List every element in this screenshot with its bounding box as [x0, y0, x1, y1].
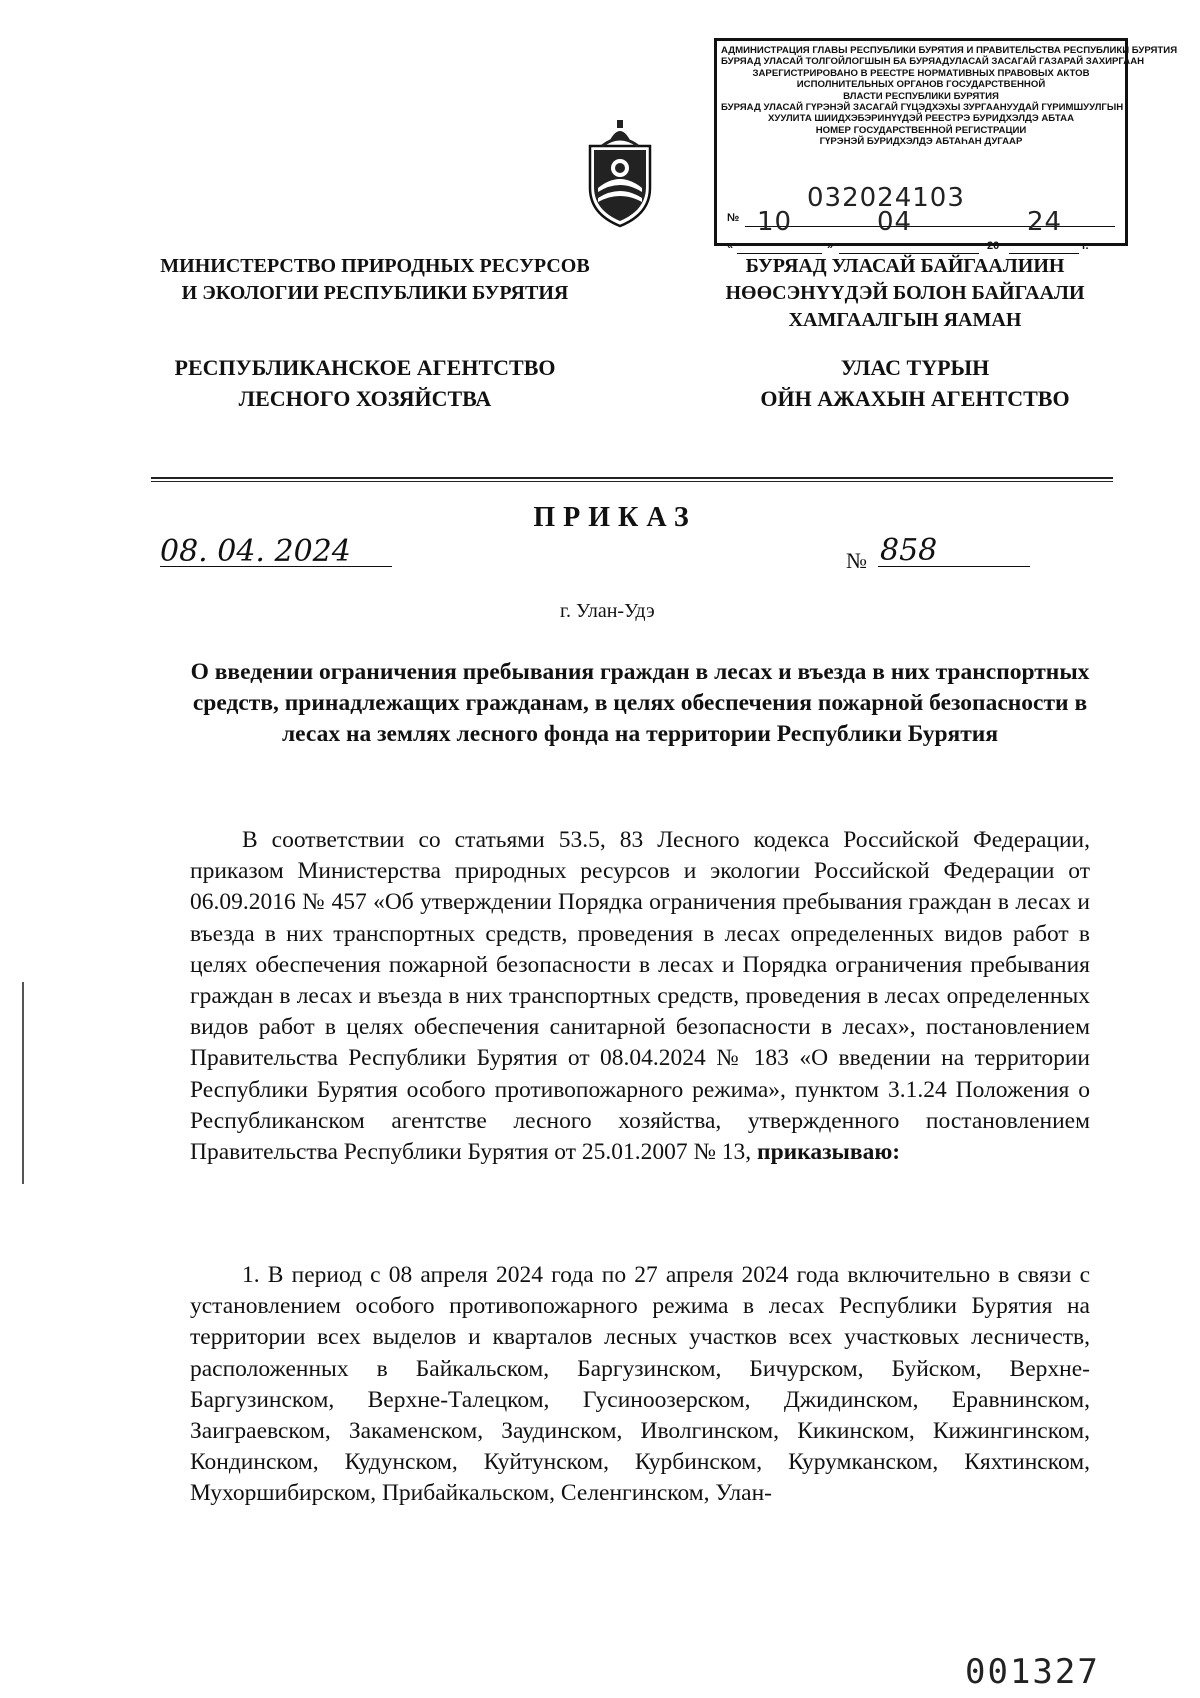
- preamble-paragraph: [190, 825, 1090, 1168]
- handwritten-order-number: 858: [880, 533, 938, 568]
- stamp-date-day: 10: [757, 207, 793, 237]
- order-directive: приказываю:: [757, 1139, 901, 1166]
- ministry-line: ХАМГААЛГЫН ЯАМАН: [788, 309, 1022, 331]
- document-title: ПРИКАЗ: [533, 502, 697, 533]
- stamp-date-year: 24: [1027, 207, 1063, 237]
- agency-line: ЛЕСНОГО ХОЗЯЙСТВА: [238, 386, 492, 411]
- coat-of-arms-emblem: [584, 118, 656, 230]
- agency-line: ОЙН АЖАХЫН АГЕНТСТВО: [760, 386, 1070, 411]
- stamp-line: ИСПОЛНИТЕЛЬНЫХ ОРГАНОВ ГОСУДАРСТВЕННОЙ: [796, 79, 1046, 91]
- handwritten-date: 08. 04. 2024: [160, 534, 351, 569]
- agency-line: УЛАС ТҮРЫН: [840, 355, 990, 380]
- stamp-line: ХУУЛИТА ШИИДХЭБЭРИНҮҮДЭЙ РЕЕСТРЭ БУРИДХЭЛДЭ АБТАА: [767, 113, 1075, 125]
- stamp-date-close: »: [827, 240, 834, 252]
- stamp-line: ВЛАСТИ РЕСПУБЛИКИ БУРЯТИЯ: [843, 90, 999, 102]
- stamp-line: ГҮРЭНЭЙ БУРИДХЭЛДЭ АБТАҺАН ДУГААР: [819, 136, 1023, 148]
- ministry-line: НӨӨСЭНҮҮДЭЙ БОЛОН БАЙГААЛИ: [725, 282, 1085, 304]
- agency-name-buryat: [720, 352, 1110, 414]
- city: г. Улан-Удэ: [560, 600, 655, 622]
- order-number-label: №: [846, 548, 867, 573]
- stamp-date-year-prefix: 20: [987, 240, 1000, 252]
- stamp-registration-number: 032024103: [807, 183, 965, 213]
- date-underline: [160, 566, 392, 567]
- clause-1-paragraph: 1. В период с 08 апреля 2024 года по 27 апреля 2024 года включительно в связи с установлением особого противопожарного режима в лесах Республики Бурятия на территории всех выделов и кварталов лесных участков всех участковых лесничеств, расположенных в Байкальском, Баргузинском, Бичурском, Буйском, Верхне-Баргузинском, Верхне-Талецком, Гусиноозерском, Джидинском, Еравнинском, Заиграевском, Закаменском, Заудинском, Иволгинском, Кикинском, Кижингинском, Кондинском, Кудунском, Куйтунском, Курбинском, Курумканском, Кяхтинском, Мухоршибирском, Прибайкальском, Селенгинском, Улан-: [190, 1262, 1090, 1507]
- stamp-line: АДМИНИСТРАЦИЯ ГЛАВЫ РЕСПУБЛИКИ БУРЯТИЯ И ПРАВИТЕЛЬСТВА РЕСПУБЛИКИ БУРЯТИЯ: [721, 45, 1178, 56]
- order-subject: О введении ограничения пребывания граждан в лесах и въезда в них транспортных средств, принадлежащих гражданам, в целях обеспечения пожарной безопасности в лесах на землях лесного фонда на территории Республики Бурятия: [190, 659, 1090, 747]
- ministry-name-buryat: [720, 253, 1090, 334]
- stamp-line: НОМЕР ГОСУДАРСТВЕННОЙ РЕГИСТРАЦИИ: [815, 124, 1027, 136]
- header-divider: [151, 481, 1113, 482]
- scan-margin-mark: [22, 982, 24, 1184]
- ministry-name-russian: [150, 253, 600, 307]
- registration-stamp: [714, 38, 1178, 252]
- stamp-number-prefix: №: [727, 212, 740, 224]
- stamp-line: БУРЯАД УЛАСАЙ ТОЛГОЙЛОГШЫН БА БУРЯАДУЛАСАЙ ЗАСАГАЙ ГАЗАРАЙ ЗАХИРГААН: [721, 56, 1145, 68]
- ministry-line: МИНИСТЕРСТВО ПРИРОДНЫХ РЕСУРСОВ: [160, 255, 590, 277]
- ministry-line: БУРЯАД УЛАСАЙ БАЙГААЛИИН: [745, 255, 1065, 277]
- page-serial-number: 001327: [965, 1652, 1100, 1692]
- ministry-line: И ЭКОЛОГИИ РЕСПУБЛИКИ БУРЯТИЯ: [181, 282, 569, 304]
- preamble-text: В соответствии со статьями 53.5, 83 Лесного кодекса Российской Федерации, приказом Министерства природных ресурсов и экологии Российской Федерации от 06.09.2016 № 457 «Об утверждении Порядка ограничения пребывания граждан в лесах и въезда в них транспортных средств, проведения в лесах определенных видов работ в целях обеспечения пожарной безопасности в лесах и Порядка ограничения пребывания граждан в лесах и въезда в них транспортных средств, проведения в лесах определенных видов работ в целях обеспечения санитарной безопасности в лесах», постановлением Правительства Республики Бурятия от 08.04.2024 № 183 «О введении на территории Республики Бурятия особого противопожарного режима», пунктом 3.1.24 Положения о Республиканском агентстве лесного хозяйства, утвержденного постановлением Правительства Республики Бурятия от 25.01.2007 № 13,: [190, 827, 1090, 1166]
- stamp-date-open: «: [727, 240, 734, 252]
- header-divider: [151, 477, 1113, 479]
- stamp-line: БУРЯАД УЛАСАЙ ГҮРЭНЭЙ ЗАСАГАЙ ГҮЦЭДХЭХЫ ЗУРГААНУУДАЙ ГҮРИМШУУЛГЫН: [721, 102, 1124, 114]
- stamp-line: ЗАРЕГИСТРИРОВАНО В РЕЕСТРЕ НОРМАТИВНЫХ ПРАВОВЫХ АКТОВ: [752, 67, 1090, 79]
- stamp-date-month: 04: [877, 207, 913, 237]
- agency-line: РЕСПУБЛИКАНСКОЕ АГЕНТСТВО: [174, 355, 556, 380]
- stamp-date-suffix: г.: [1082, 240, 1089, 252]
- agency-name-russian: [150, 352, 580, 414]
- number-underline: [878, 566, 1030, 567]
